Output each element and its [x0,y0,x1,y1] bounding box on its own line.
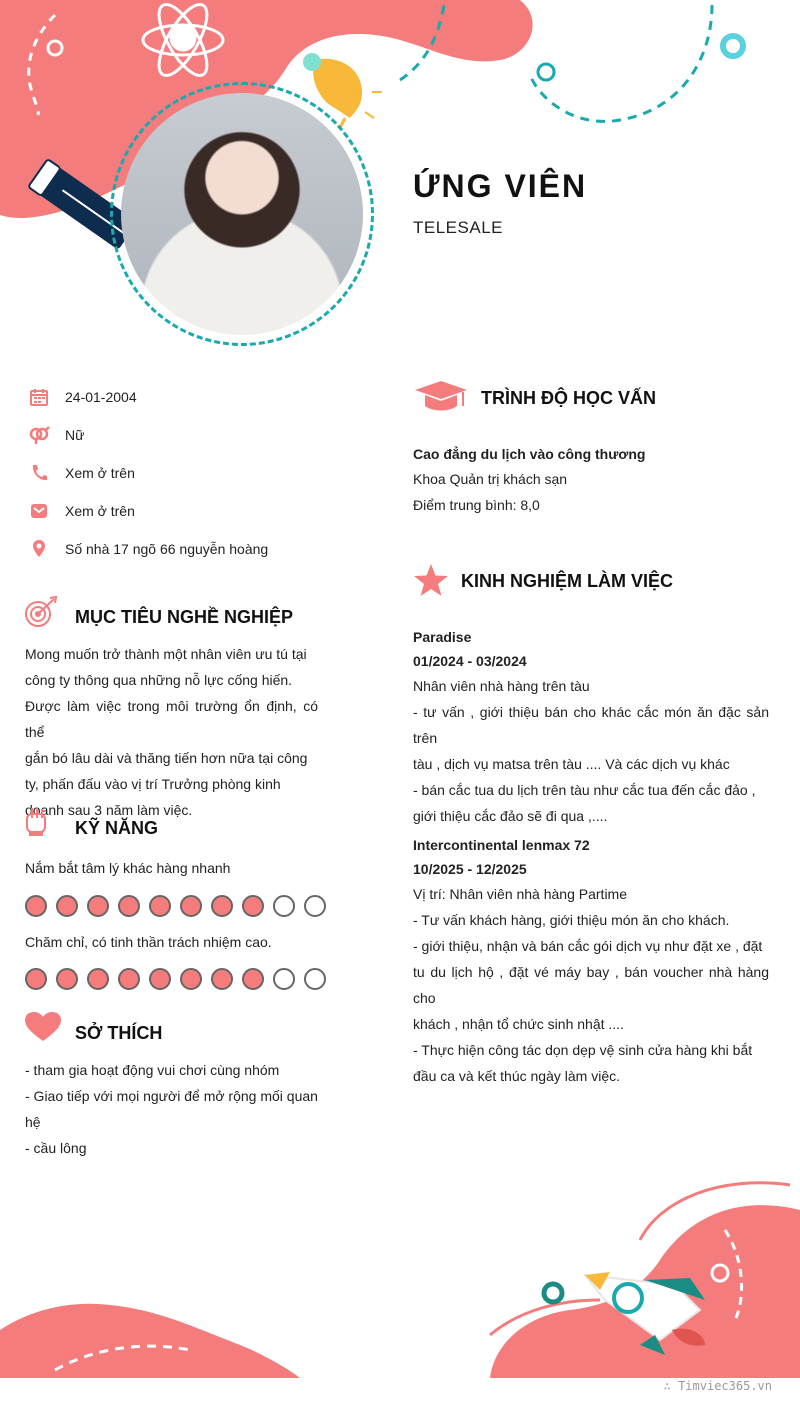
education-school: Cao đẳng du lịch vào công thương [413,446,646,462]
hobbies-title: SỞ THÍCH [75,1023,163,1043]
star-icon [413,563,449,597]
rating-dot-filled [242,895,264,917]
hobby-line: - cầu lông [25,1140,87,1156]
job-period: 01/2024 - 03/2024 [413,653,527,669]
experience-title: KINH NGHIỆM LÀM VIỆC [461,571,674,591]
job-description [413,673,769,829]
education-title: TRÌNH ĐỘ HỌC VẤN [481,388,656,408]
job-line: - giới thiệu, nhận và bán cắc gói dịch vụ như đặt xe , đặt [413,938,763,954]
rating-dot-filled [211,968,233,990]
rating-dot-filled [242,968,264,990]
rating-dot-filled [149,895,171,917]
objective-line: Mong muốn trở thành một nhân viên ưu tú tại [25,646,307,662]
job-line: tàu , dịch vụ matsa trên tàu .... Và các dịch vụ khác [413,756,730,772]
skills-title: KỸ NĂNG [75,818,159,838]
objective-line: công ty thông qua những nỗ lực cống hiến. [25,672,293,688]
rating-dot-empty [273,895,295,917]
job-company: Intercontinental lenmax 72 [413,837,590,853]
contact-row-birthday [28,385,137,409]
candidate-name: ỨNG VIÊN [413,168,588,204]
job-period: 10/2025 - 12/2025 [413,861,527,877]
contact-row-email [28,499,135,523]
job-line: - bán cắc tua du lịch trên tàu như cắc tua đến cắc đảo , [413,782,756,798]
rating-dot-filled [180,895,202,917]
hobby-line: - tham gia hoạt động vui chơi cùng nhóm [25,1062,280,1078]
objective-line: ty, phấn đấu vào vị trí Trưởng phòng kinh [25,776,281,792]
contact-row-gender [28,423,85,447]
footer-brand[interactable]: ∴ Timviec365.vn [663,1379,772,1393]
hobby-line: hệ [25,1114,41,1130]
education-gpa: Điểm trung bình: 8,0 [413,497,540,513]
gender-text: Nữ [65,427,85,443]
skill-name-2: Chăm chỉ, có tinh thần trách nhiệm cao. [25,934,272,950]
job-line: Nhân viên nhà hàng trên tàu [413,678,590,694]
avatar [121,93,363,335]
candidate-role: TELESALE [413,218,503,237]
graduation-cap-icon [413,380,469,414]
fist-icon [25,806,47,838]
objective-line: doanh sau 3 năm làm việc. [25,802,193,818]
gender-icon [28,424,50,446]
rating-dot-filled [87,895,109,917]
rating-dot-empty [273,968,295,990]
rating-dot-empty [304,968,326,990]
job-line: khách , nhận tổ chức sinh nhật .... [413,1016,624,1032]
mail-icon [28,500,50,522]
phone-text: Xem ở trên [65,465,135,481]
hobbies-text [25,1057,320,1161]
job-line: Vị trí: Nhân viên nhà hàng Partime [413,886,628,902]
objective-text [25,641,318,823]
rating-dot-filled [25,968,47,990]
job-line: giới thiệu cắc đảo sẽ đi qua ,.... [413,808,608,824]
job-line: - tư vấn , giới thiệu bán cho khác cắc món ăn đặc sản trên [413,704,769,746]
education-major: Khoa Quản trị khách sạn [413,471,568,487]
target-icon [24,596,58,628]
email-text: Xem ở trên [65,503,135,519]
rating-dot-filled [180,968,202,990]
rating-dot-filled [118,895,140,917]
job-line: tu du lịch hộ , đặt vé máy bay , bán voucher nhà hàng cho [413,964,769,1006]
phone-icon [28,462,50,484]
job-line: - Tư vấn khách hàng, giới thiệu món ăn cho khách. [413,912,730,928]
location-icon [28,538,50,560]
rating-dot-filled [87,968,109,990]
objective-title: MỤC TIÊU NGHỀ NGHIỆP [75,607,294,627]
job-description [413,881,769,1089]
objective-line: Được làm việc trong môi trường ổn định, có thể [25,698,318,740]
rating-dot-filled [118,968,140,990]
rating-dot-empty [304,895,326,917]
job-line: đầu ca và kết thúc ngày làm việc. [413,1068,620,1084]
job-line: - Thực hiện công tác dọn dẹp vệ sinh cửa hàng khi bắt [413,1042,753,1058]
skill-name-1: Nắm bắt tâm lý khác hàng nhanh [25,860,231,876]
heart-icon [24,1011,62,1043]
address-text: Số nhà 17 ngõ 66 nguyễn hoàng [65,541,269,557]
rating-dot-filled [211,895,233,917]
birthday-text: 24-01-2004 [65,389,137,405]
rating-dot-filled [56,968,78,990]
hobby-line: - Giao tiếp với mọi người để mở rộng mối quan [25,1088,318,1104]
job-company: Paradise [413,629,472,645]
contact-row-address [28,537,269,561]
rating-dot-filled [56,895,78,917]
skill-rating-2 [25,968,326,990]
rating-dot-filled [149,968,171,990]
objective-line: gắn bó lâu dài và thăng tiến hơn nữa tại công [25,750,308,766]
rating-dot-filled [25,895,47,917]
calendar-icon [28,386,50,408]
contact-row-phone [28,461,135,485]
avatar-frame [110,82,374,346]
skill-rating-1 [25,895,326,917]
